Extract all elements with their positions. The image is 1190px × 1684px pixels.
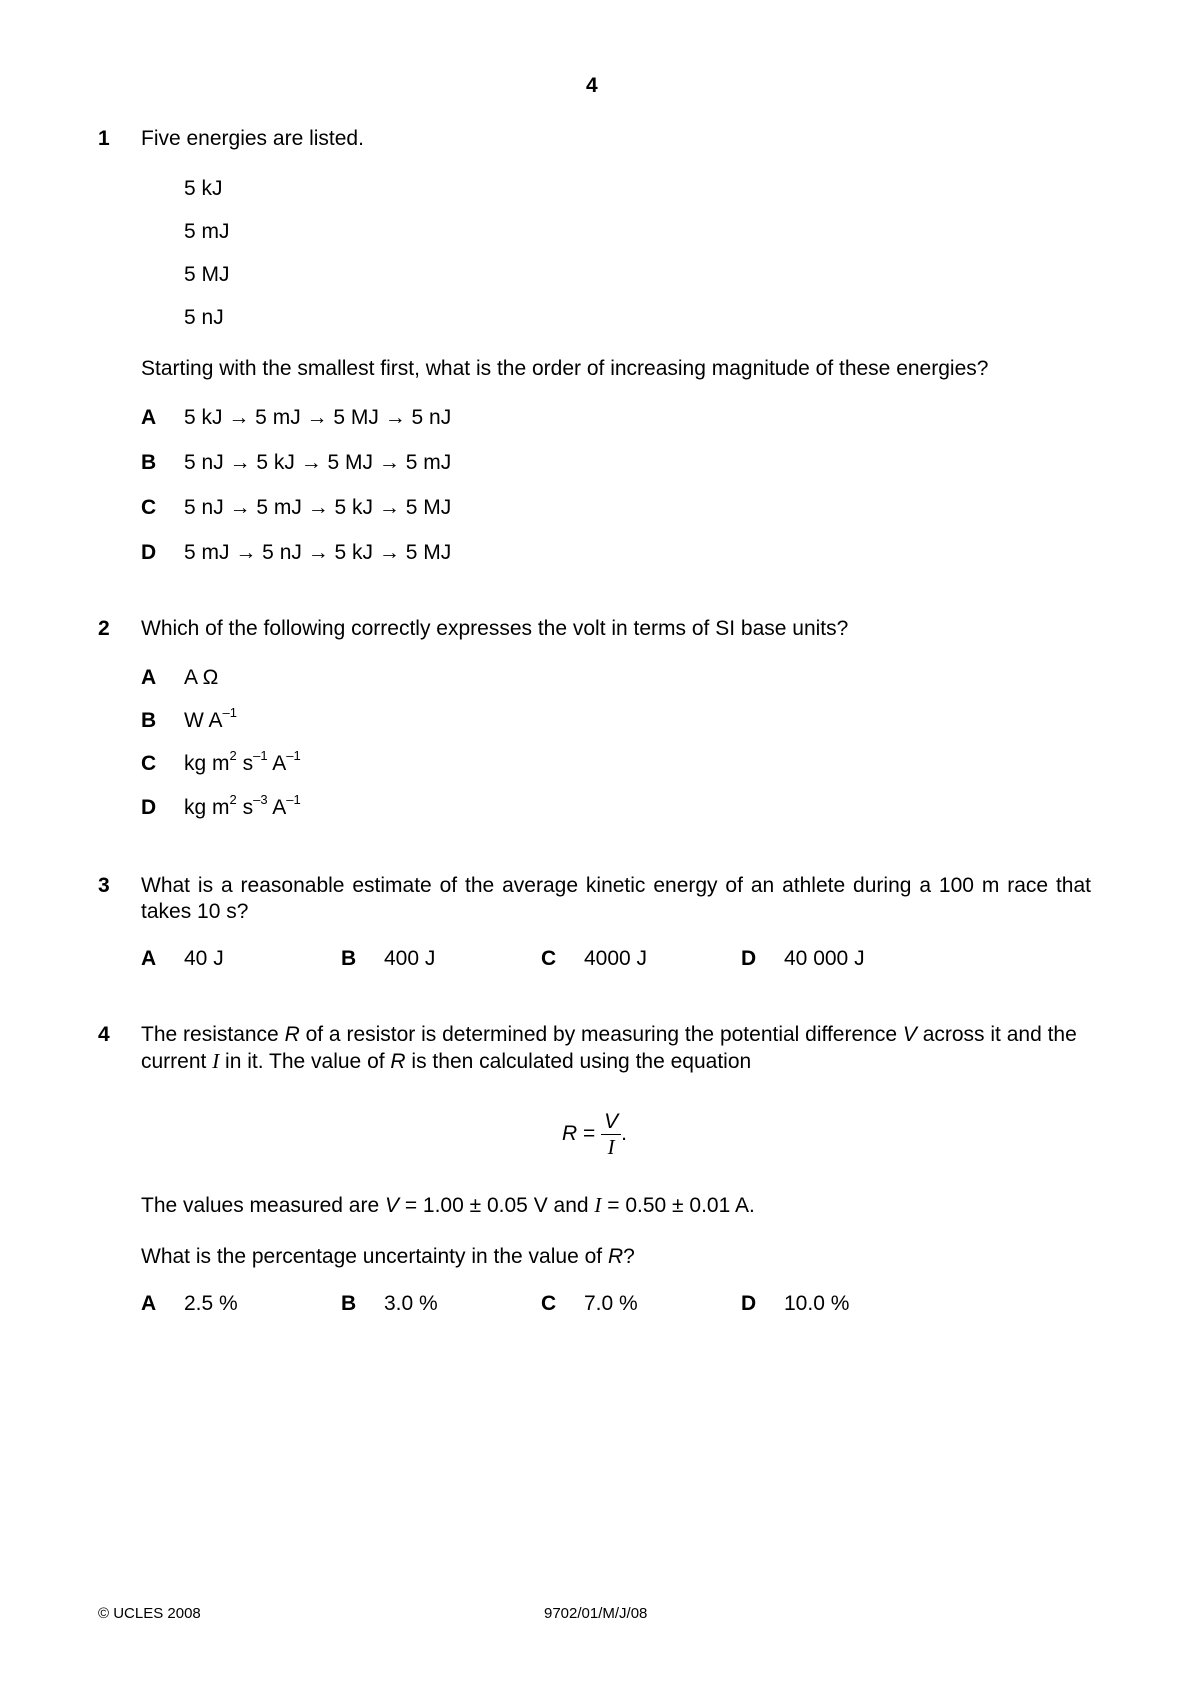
question-1-stem: Five energies are listed. — [141, 127, 364, 150]
footer-copyright: © UCLES 2008 — [98, 1605, 201, 1622]
option-text: A Ω — [184, 666, 219, 689]
question-2-stem: Which of the following correctly expresses the volt in terms of SI base units? — [141, 617, 849, 640]
option-text: 10.0 % — [784, 1292, 850, 1315]
option-text: 2.5 % — [184, 1292, 238, 1315]
energy-item: 5 mJ — [184, 220, 230, 243]
option-text: 4000 J — [584, 947, 648, 970]
page-number: 4 — [586, 74, 598, 97]
option-text: kg $m^2$ $s^{-3}$ $A^{-1}$ — [184, 792, 301, 819]
equation: R = $\frac{V}{I}$ . — [562, 1110, 627, 1159]
option-text: 3.0 % — [384, 1292, 438, 1315]
option-text: 5 nJ → 5 mJ → 5 kJ → 5 MJ — [184, 496, 452, 519]
option-text: W $A^{-1}$ — [184, 705, 237, 732]
question-2-number: 2 — [98, 617, 110, 640]
footer-paper-code: 9702/01/M/J/08 — [544, 1605, 648, 1622]
question-4-prompt: What is the percentage uncertainty in the value of R? — [141, 1245, 635, 1268]
energy-item: 5 MJ — [184, 263, 230, 286]
question-1-number: 1 — [98, 127, 110, 150]
option-letter: D — [741, 1292, 757, 1315]
option-letter: C — [141, 752, 157, 775]
question-4-number: 4 — [98, 1023, 110, 1046]
question-3-stem: What is a reasonable estimate of the average kinetic energy of an athlete during a 100 m race that takes 10 s? — [141, 874, 1091, 923]
option-letter: C — [541, 947, 557, 970]
option-text: 7.0 % — [584, 1292, 638, 1315]
option-text: 40 000 J — [784, 947, 865, 970]
option-letter: A — [141, 666, 157, 689]
option-text: 5 nJ → 5 kJ → 5 MJ → 5 mJ — [184, 451, 452, 474]
option-letter: B — [141, 709, 157, 732]
option-letter: D — [141, 541, 157, 564]
energy-item: 5 kJ — [184, 177, 223, 200]
question-1-prompt: Starting with the smallest first, what is the order of increasing magnitude of these energies? — [141, 357, 989, 380]
option-letter: B — [141, 451, 157, 474]
question-4-stem: The resistance R of a resistor is determined by measuring the potential difference V across it and the current I in it. The value of R is then calculated using the equation — [141, 1023, 1077, 1073]
option-text: 40 J — [184, 947, 224, 970]
option-letter: A — [141, 947, 157, 970]
option-text: kg $m^2$ $s^{-1}$ $A^{-1}$ — [184, 748, 301, 775]
measured-values: The values measured are V = 1.00 ± 0.05 V and I = 0.50 ± 0.01 A. — [141, 1193, 755, 1217]
option-letter: D — [741, 947, 757, 970]
option-text: 5 kJ → 5 mJ → 5 MJ → 5 nJ — [184, 406, 452, 429]
option-text: 5 mJ → 5 nJ → 5 kJ → 5 MJ — [184, 541, 452, 564]
option-letter: A — [141, 1292, 157, 1315]
option-text: 400 J — [384, 947, 436, 970]
option-letter: C — [141, 496, 157, 519]
option-letter: B — [341, 947, 357, 970]
question-3-number: 3 — [98, 874, 110, 897]
fraction: $\frac{V}{I}$ — [601, 1110, 621, 1159]
option-letter: D — [141, 796, 157, 819]
option-letter: A — [141, 406, 157, 429]
energy-item: 5 nJ — [184, 306, 224, 329]
option-letter: B — [341, 1292, 357, 1315]
option-letter: C — [541, 1292, 557, 1315]
